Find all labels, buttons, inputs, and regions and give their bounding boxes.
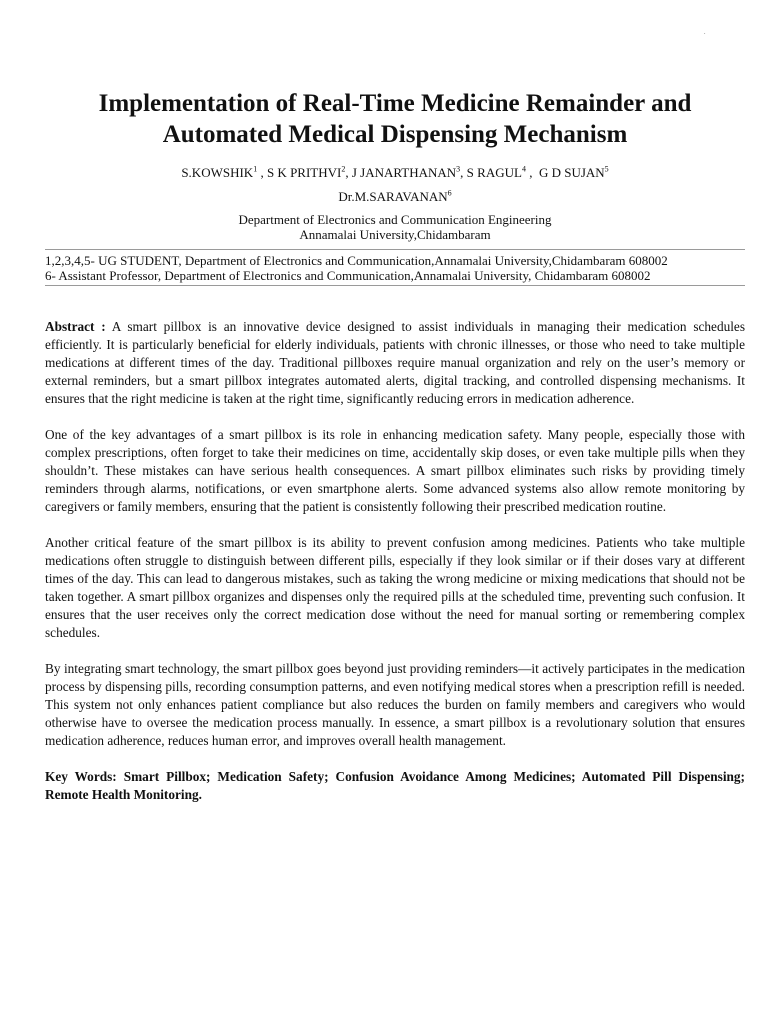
abstract-label: Abstract :	[45, 319, 106, 334]
author-sep: ,	[257, 165, 267, 180]
abstract-text: A smart pillbox is an innovative device designed to assist individuals in managing their medication schedules efficiently. It is particularly beneficial for elderly individuals, patients with chronic illnesses, or those who need to take multiple medications at different times of the day. Traditional pillboxes require manual organization and rely on the user’s memory or external reminders, but a smart pillbox integrates automated alerts, digital tracking, and controlled dispensing mechanisms. It ensures that the right medicine is taken at the right time, significantly reducing errors in medication adherence.	[45, 319, 746, 406]
author-sup: 1	[253, 164, 258, 174]
author-list	[45, 164, 745, 206]
author-name: S RAGUL	[466, 165, 522, 180]
title-line-1: Implementation of Real-Time Medicine Remainder and	[98, 90, 692, 117]
abstract-paragraph	[45, 318, 745, 408]
author-line-2	[45, 188, 745, 206]
paper-body	[45, 318, 745, 804]
author-sep: ,	[525, 165, 539, 180]
author-name: Dr.M.SARAVANAN	[338, 189, 448, 204]
author-notes	[45, 249, 745, 286]
author-name: S.KOWSHIK	[181, 165, 254, 180]
keywords-label: Key Words:	[45, 769, 117, 784]
author-note: 1,2,3,4,5- UG STUDENT, Department of Electronics and Communication,Annamalai University,Chidambaram 608002	[45, 253, 668, 268]
affiliation-line-1: Department of Electronics and Communication Engineering	[238, 212, 552, 227]
author-note: 6- Assistant Professor, Department of Electronics and Communication,Annamalai University, Chidambaram 608002	[45, 268, 651, 283]
affiliation-line-2: Annamalai University,Chidambaram	[299, 227, 491, 242]
author-sup: 6	[447, 188, 452, 198]
keywords-text: Smart Pillbox; Medication Safety; Confusion Avoidance Among Medicines; Automated Pill Dispensing; Remote Health Monitoring.	[45, 769, 745, 802]
corner-mark: .	[704, 30, 706, 36]
author-name: G D SUJAN	[538, 165, 605, 180]
author-line-1	[45, 164, 745, 182]
body-paragraph: One of the key advantages of a smart pillbox is its role in enhancing medication safety. Many people, especially those with complex prescriptions, often forget to take their medicines on time, accidentally skip doses, or even take multiple pills when they shouldn’t. These mistakes can have serious health consequences. A smart pillbox eliminates such risks by providing timely reminders through alarms, notifications, or even smartphone alerts. Some advanced systems also allow remote monitoring by caregivers or family members, ensuring that the patient is consistently following their prescribed medication routine.	[45, 427, 745, 514]
author-sup: 4	[521, 164, 526, 174]
body-paragraph: By integrating smart technology, the smart pillbox goes beyond just providing reminders—it actively participates in the medication process by dispensing pills, recording consumption patterns, and even notifying medical stores when a prescription refill is needed. This system not only enhances patient compliance but also reduces the burden on family members and caregivers who would otherwise have to oversee the medication process manually. In essence, a smart pillbox is a revolutionary solution that ensures medication adherence, reduces human error, and improves overall health management.	[45, 661, 745, 748]
author-sep: ,	[345, 165, 352, 180]
affiliation	[45, 212, 745, 242]
title-line-2: Automated Medical Dispensing Mechanism	[162, 121, 628, 148]
author-sup: 3	[456, 164, 461, 174]
body-paragraph: Another critical feature of the smart pillbox is its ability to prevent confusion among medicines. Patients who take multiple medications often struggle to distinguish between different pills, especially if they look similar or if their doses vary at different times of the day. This can lead to dangerous mistakes, such as taking the wrong medicine or mixing medications that should not be taken together. A smart pillbox organizes and dispenses only the required pills at the scheduled time, preventing such confusion. It ensures that the user receives only the correct medication dose without the need for manual sorting or remembering complex schedules.	[45, 535, 745, 640]
author-sup: 2	[341, 164, 346, 174]
author-name: S K PRITHVI	[266, 165, 342, 180]
author-sup: 5	[604, 164, 609, 174]
author-sep: ,	[460, 165, 467, 180]
paper-title	[45, 88, 745, 150]
paper-page	[45, 0, 745, 822]
keywords-paragraph	[45, 768, 745, 804]
author-name: J JANARTHANAN	[351, 165, 457, 180]
